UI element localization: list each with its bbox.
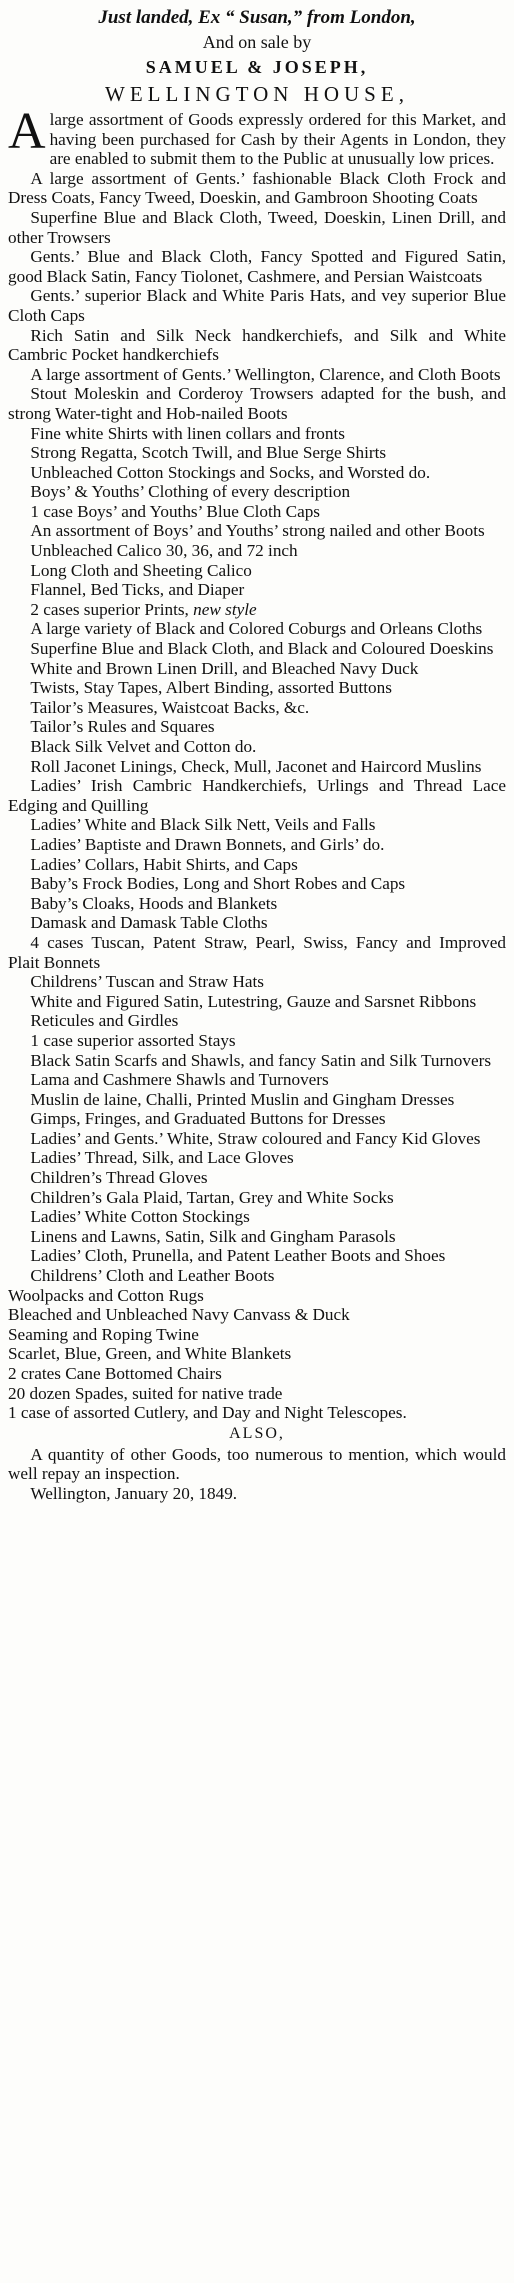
goods-item: An assortment of Boys’ and Youths’ strong nailed and other Boots bbox=[30, 521, 485, 541]
goods-item: Linens and Lawns, Satin, Silk and Gingham Parasols bbox=[30, 1226, 396, 1246]
goods-item: Baby’s Frock Bodies, Long and Short Robes and Caps bbox=[30, 874, 406, 894]
goods-item: Ladies’ White and Black Silk Nett, Veils and Falls bbox=[30, 815, 376, 835]
closing-paragraph: A quantity of other Goods, too numerous to mention, which would well repay an inspection. bbox=[8, 1444, 506, 1484]
goods-item: Flannel, Bed Ticks, and Diaper bbox=[30, 580, 245, 600]
goods-item: Childrens’ Tuscan and Straw Hats bbox=[30, 972, 264, 992]
goods-item: Muslin de laine, Challi, Printed Muslin and Gingham Dresses bbox=[30, 1089, 455, 1109]
goods-item: White and Figured Satin, Lutestring, Gauze and Sarsnet Ribbons bbox=[30, 991, 477, 1011]
goods-item: Ladies’ Collars, Habit Shirts, and Caps bbox=[30, 854, 298, 874]
goods-item: Baby’s Cloaks, Hoods and Blankets bbox=[30, 893, 278, 913]
goods-item: Ladies’ Thread, Silk, and Lace Gloves bbox=[30, 1148, 294, 1168]
goods-item: Long Cloth and Sheeting Calico bbox=[30, 560, 252, 580]
goods-item: Ladies’ Cloth, Prunella, and Patent Leather Boots and Shoes bbox=[30, 1246, 446, 1266]
goods-item: White and Brown Linen Drill, and Bleached Navy Duck bbox=[30, 658, 419, 678]
dateline: Wellington, January 20, 1849. bbox=[30, 1483, 238, 1503]
goods-list bbox=[8, 169, 506, 1423]
goods-item: Damask and Damask Table Cloths bbox=[30, 913, 268, 933]
goods-item: Tailor’s Measures, Waistcoat Backs, &c. bbox=[30, 697, 310, 717]
goods-item: Lama and Cashmere Shawls and Turnovers bbox=[30, 1070, 329, 1090]
firm-name: SAMUEL & JOSEPH, bbox=[145, 57, 369, 77]
goods-item: 1 case superior assorted Stays bbox=[30, 1030, 236, 1050]
goods-item: Unbleached Cotton Stockings and Socks, and Worsted do. bbox=[30, 462, 431, 482]
goods-item: Black Satin Scarfs and Shawls, and fancy Satin and Silk Turnovers bbox=[30, 1050, 492, 1070]
goods-item: Black Silk Velvet and Cotton do. bbox=[30, 737, 257, 756]
goods-item: 4 cases Tuscan, Patent Straw, Pearl, Swiss, Fancy and Improved Plait Bonnets bbox=[8, 932, 506, 972]
also-heading: ALSO, bbox=[229, 1424, 285, 1442]
goods-item: Superfine Blue and Black Cloth, Tweed, Doeskin, Linen Drill, and other Trowsers bbox=[8, 207, 506, 247]
goods-item: Gents.’ Blue and Black Cloth, Fancy Spotted and Figured Satin, good Black Satin, Fancy Tiolonet, Cashmere, and Persian Waistcoats bbox=[8, 247, 506, 286]
goods-item: Stout Moleskin and Corderoy Trowsers adapted for the bush, and strong Water-tight and Hob-nailed Boots bbox=[8, 384, 506, 423]
intro-text: large assortment of Goods expressly ordered for this Market, and having been purchased for Cash by their Agents in London, they are enabled to submit them to the Public at unusually low prices. bbox=[49, 110, 506, 169]
goods-item: Gents.’ superior Black and White Paris Hats, and vey superior Blue Cloth Caps bbox=[8, 286, 506, 325]
drop-cap: A bbox=[8, 103, 46, 160]
goods-item: Children’s Gala Plaid, Tartan, Grey and White Socks bbox=[30, 1187, 394, 1207]
shop-name: WELLINGTON HOUSE, bbox=[105, 82, 409, 106]
goods-item: Strong Regatta, Scotch Twill, and Blue Serge Shirts bbox=[30, 443, 387, 463]
style-note: new style bbox=[193, 599, 257, 619]
goods-item: Gimps, Fringes, and Graduated Buttons for Dresses bbox=[30, 1109, 386, 1129]
goods-item: Woolpacks and Cotton Rugs bbox=[8, 1285, 204, 1305]
goods-item: Twists, Stay Tapes, Albert Binding, assorted Buttons bbox=[30, 678, 392, 698]
goods-item: 1 case Boys’ and Youths’ Blue Cloth Caps bbox=[30, 501, 320, 521]
goods-item: Ladies’ White Cotton Stockings bbox=[30, 1207, 250, 1227]
intro-paragraph bbox=[8, 103, 506, 169]
goods-item: Boys’ & Youths’ Clothing of every description bbox=[30, 482, 351, 502]
goods-item: A large assortment of Gents.’ Wellington, Clarence, and Cloth Boots bbox=[30, 364, 501, 384]
goods-item: Ladies’ Baptiste and Drawn Bonnets, and Girls’ do. bbox=[30, 834, 385, 854]
goods-item: Roll Jaconet Linings, Check, Mull, Jaconet and Haircord Muslins bbox=[30, 756, 482, 776]
goods-item: Unbleached Calico 30, 36, and 72 inch bbox=[30, 541, 298, 561]
goods-item: Seaming and Roping Twine bbox=[8, 1324, 199, 1344]
goods-item: Ladies’ Irish Cambric Handkerchiefs, Urlings and Thread Lace Edging and Quilling bbox=[8, 776, 506, 815]
goods-item: Scarlet, Blue, Green, and White Blankets bbox=[8, 1344, 292, 1364]
goods-item: Fine white Shirts with linen collars and fronts bbox=[30, 423, 345, 443]
goods-item: Superfine Blue and Black Cloth, and Black and Coloured Doeskins bbox=[30, 639, 494, 659]
goods-item: 2 cases superior Prints, new style bbox=[30, 599, 257, 619]
sale-by-line: And on sale by bbox=[202, 32, 312, 52]
arrival-notice: Just landed, Ex “ Susan,” from London, bbox=[98, 7, 416, 28]
goods-item: Reticules and Girdles bbox=[30, 1011, 179, 1031]
goods-item: A large variety of Black and Colored Coburgs and Orleans Cloths bbox=[30, 619, 483, 639]
goods-item: 1 case of assorted Cutlery, and Day and Night Telescopes. bbox=[8, 1403, 407, 1423]
goods-item: 2 crates Cane Bottomed Chairs bbox=[8, 1364, 222, 1383]
goods-item: Childrens’ Cloth and Leather Boots bbox=[30, 1266, 275, 1286]
goods-item: Tailor’s Rules and Squares bbox=[30, 717, 215, 737]
goods-item: 20 dozen Spades, suited for native trade bbox=[8, 1383, 283, 1403]
goods-item: Rich Satin and Silk Neck handkerchiefs, and Silk and White Cambric Pocket handkerchiefs bbox=[8, 325, 506, 365]
goods-item: A large assortment of Gents.’ fashionable Black Cloth Frock and Dress Coats, Fancy Tweed, Doeskin, and Gambroon Shooting Coats bbox=[8, 168, 506, 208]
goods-item: Children’s Thread Gloves bbox=[30, 1168, 208, 1188]
goods-item: Bleached and Unbleached Navy Canvass & Duck bbox=[8, 1305, 350, 1325]
goods-item: Ladies’ and Gents.’ White, Straw coloured and Fancy Kid Gloves bbox=[30, 1128, 481, 1148]
